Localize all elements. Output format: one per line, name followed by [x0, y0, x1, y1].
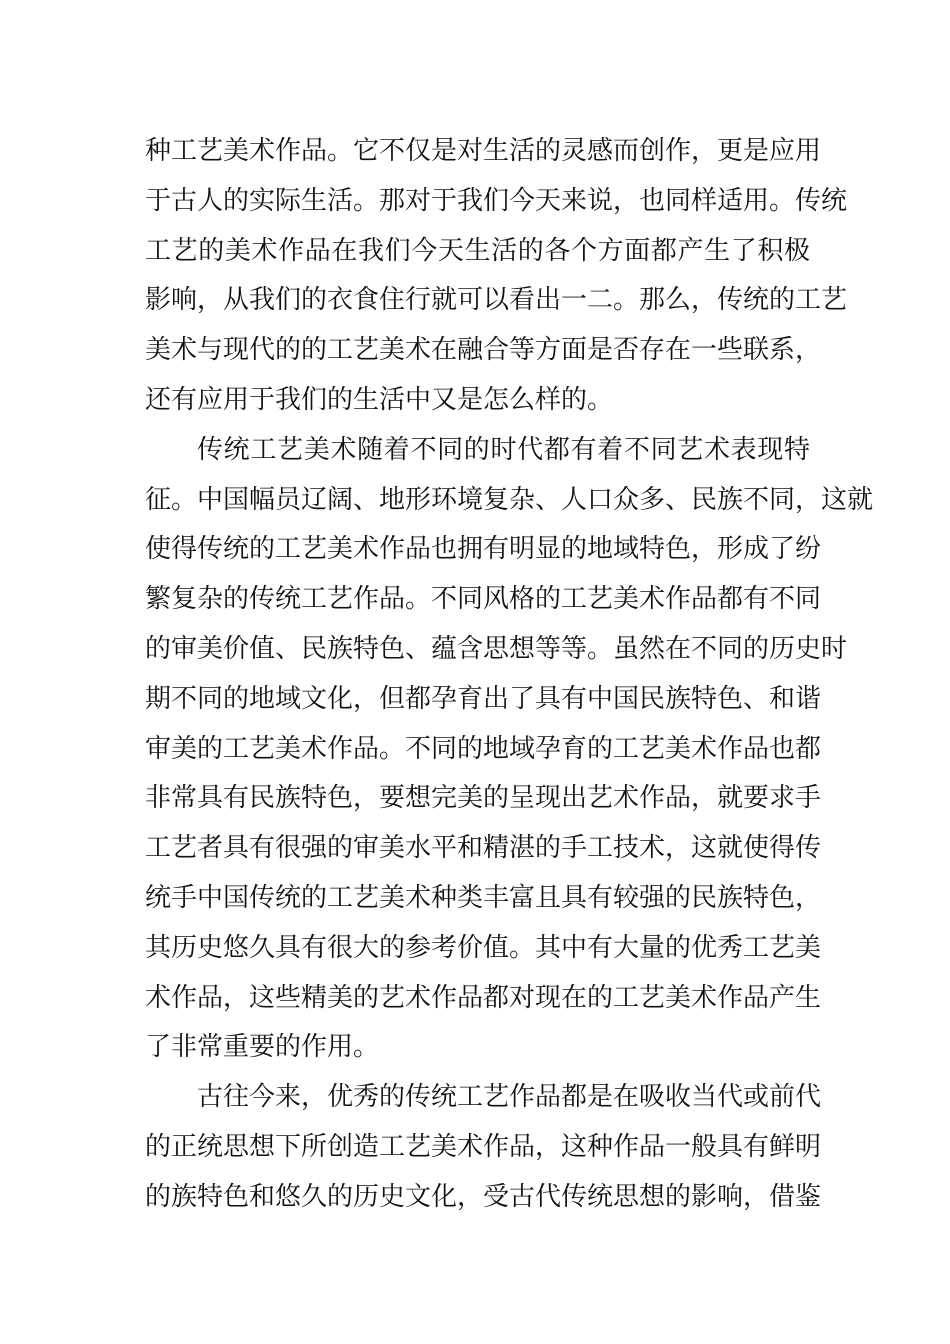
- text-line: 还有应用于我们的生活中又是怎么样的。: [145, 384, 614, 415]
- text-line: 工艺的美术作品在我们今天生活的各个方面都产生了积极: [145, 235, 810, 266]
- paragraph: [145, 426, 874, 1073]
- text-line: 种工艺美术作品。它不仅是对生活的灵感而创作，更是应用: [145, 136, 822, 166]
- text-line: 美术与现代的的工艺美术在融合等方面是否存在一些联系，: [145, 335, 822, 366]
- text-line: 的正统思想下所创造工艺美术作品，这种作品一般具有鲜明: [145, 1131, 822, 1162]
- paragraph: [145, 127, 848, 426]
- text-line: 的审美价值、民族特色、蕴含思想等等。虽然在不同的历史时: [145, 633, 848, 664]
- text-line: 征。中国幅员辽阔、地形环境复杂、人口众多、民族不同，这就: [145, 484, 874, 515]
- text-line: 传统工艺美术随着不同的时代都有着不同艺术表现特: [197, 434, 810, 465]
- text-line: 工艺者具有很强的审美水平和精湛的手工技术，这就使得传: [145, 833, 822, 864]
- text-line: 于古人的实际生活。那对于我们今天来说，也同样适用。传统: [145, 185, 848, 216]
- document-body: [145, 127, 874, 1223]
- paragraph: [145, 1073, 822, 1222]
- text-line: 非常具有民族特色，要想完美的呈现出艺术作品，就要求手: [145, 783, 822, 814]
- text-line: 术作品，这些精美的艺术作品都对现在的工艺美术作品产生: [145, 982, 822, 1013]
- text-line: 期不同的地域文化，但都孕育出了具有中国民族特色、和谐: [145, 683, 822, 714]
- text-line: 其历史悠久具有很大的参考价值。其中有大量的优秀工艺美: [145, 932, 822, 963]
- text-line: 使得传统的工艺美术作品也拥有明显的地域特色，形成了纷: [145, 534, 822, 565]
- text-line: 影响，从我们的衣食住行就可以看出一二。那么，传统的工艺: [145, 285, 848, 316]
- text-line: 的族特色和悠久的历史文化，受古代传统思想的影响，借鉴: [145, 1181, 822, 1212]
- text-line: 审美的工艺美术作品。不同的地域孕育的工艺美术作品也都: [145, 733, 822, 764]
- text-line: 了非常重要的作用。: [145, 1032, 380, 1063]
- text-line: 繁复杂的传统工艺作品。不同风格的工艺美术作品都有不同: [145, 584, 822, 615]
- text-line: 古往今来，优秀的传统工艺作品都是在吸收当代或前代: [197, 1082, 822, 1113]
- text-line: 统手中国传统的工艺美术种类丰富且具有较强的民族特色，: [145, 882, 822, 913]
